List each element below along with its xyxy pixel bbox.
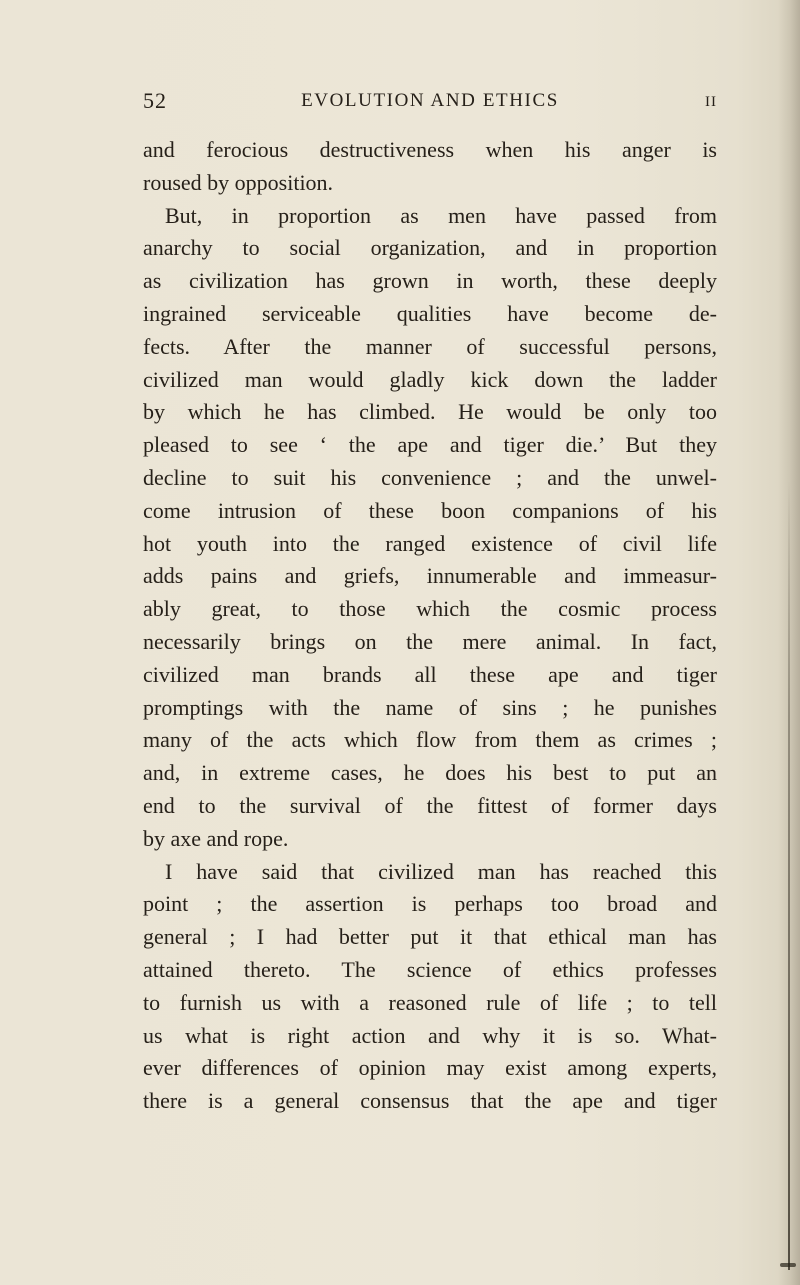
text-line: many of the acts which flow from them as crimes ; <box>143 727 717 753</box>
text-line: point ; the assertion is perhaps too broad and <box>143 891 717 917</box>
text-line: general ; I had better put it that ethical man has <box>143 924 717 950</box>
text-line: attained thereto. The science of ethics professes <box>143 956 717 982</box>
text-line: end to the survival of the fittest of former days <box>143 792 717 818</box>
text-line: roused by opposition. <box>143 169 334 195</box>
text-line: and ferocious destructiveness when his anger is <box>143 137 717 162</box>
text-line: necessarily brings on the mere animal. In fact, <box>143 628 717 654</box>
page-corner-mark <box>780 1263 796 1267</box>
text-line: fects. After the manner of successful persons, <box>143 333 717 359</box>
text-line: civilized man would gladly kick down the ladder <box>143 366 717 392</box>
page-header <box>143 88 717 118</box>
text-line: ingrained serviceable qualities have become de- <box>143 300 717 326</box>
running-head: EVOLUTION AND ETHICS <box>301 90 559 111</box>
page-number: 52 <box>143 88 167 113</box>
text-line: to furnish us with a reasoned rule of life ; to tell <box>143 989 717 1015</box>
text-line: But, in proportion as men have passed from <box>165 202 717 228</box>
text-line: ably great, to those which the cosmic process <box>143 596 717 622</box>
text-line: ever differences of opinion may exist among experts, <box>143 1055 717 1081</box>
text-line: by axe and rope. <box>143 825 289 851</box>
text-line: anarchy to social organization, and in proportion <box>143 235 717 261</box>
chapter-numeral: II <box>705 94 717 110</box>
text-line: by which he has climbed. He would be only too <box>143 399 717 425</box>
text-line: as civilization has grown in worth, these deeply <box>143 268 717 294</box>
text-line: civilized man brands all these ape and tiger <box>143 661 717 687</box>
text-line: us what is right action and why it is so. What- <box>143 1022 717 1048</box>
text-line: promptings with the name of sins ; he punishes <box>143 694 717 720</box>
text-line: pleased to see ‘ the ape and tiger die.’ But they <box>143 432 717 458</box>
text-line: I have said that civilized man has reached this <box>165 858 717 884</box>
page-edge-line <box>788 480 790 1270</box>
text-line: hot youth into the ranged existence of civil life <box>143 530 717 556</box>
text-line: come intrusion of these boon companions of his <box>143 497 717 523</box>
body-text <box>143 134 717 1118</box>
text-line: there is a general consensus that the ape and tiger <box>143 1088 717 1114</box>
text-line: adds pains and griefs, innumerable and immeasur- <box>143 563 717 589</box>
text-line: decline to suit his convenience ; and the unwel- <box>143 464 717 490</box>
text-line: and, in extreme cases, he does his best to put an <box>143 760 717 786</box>
